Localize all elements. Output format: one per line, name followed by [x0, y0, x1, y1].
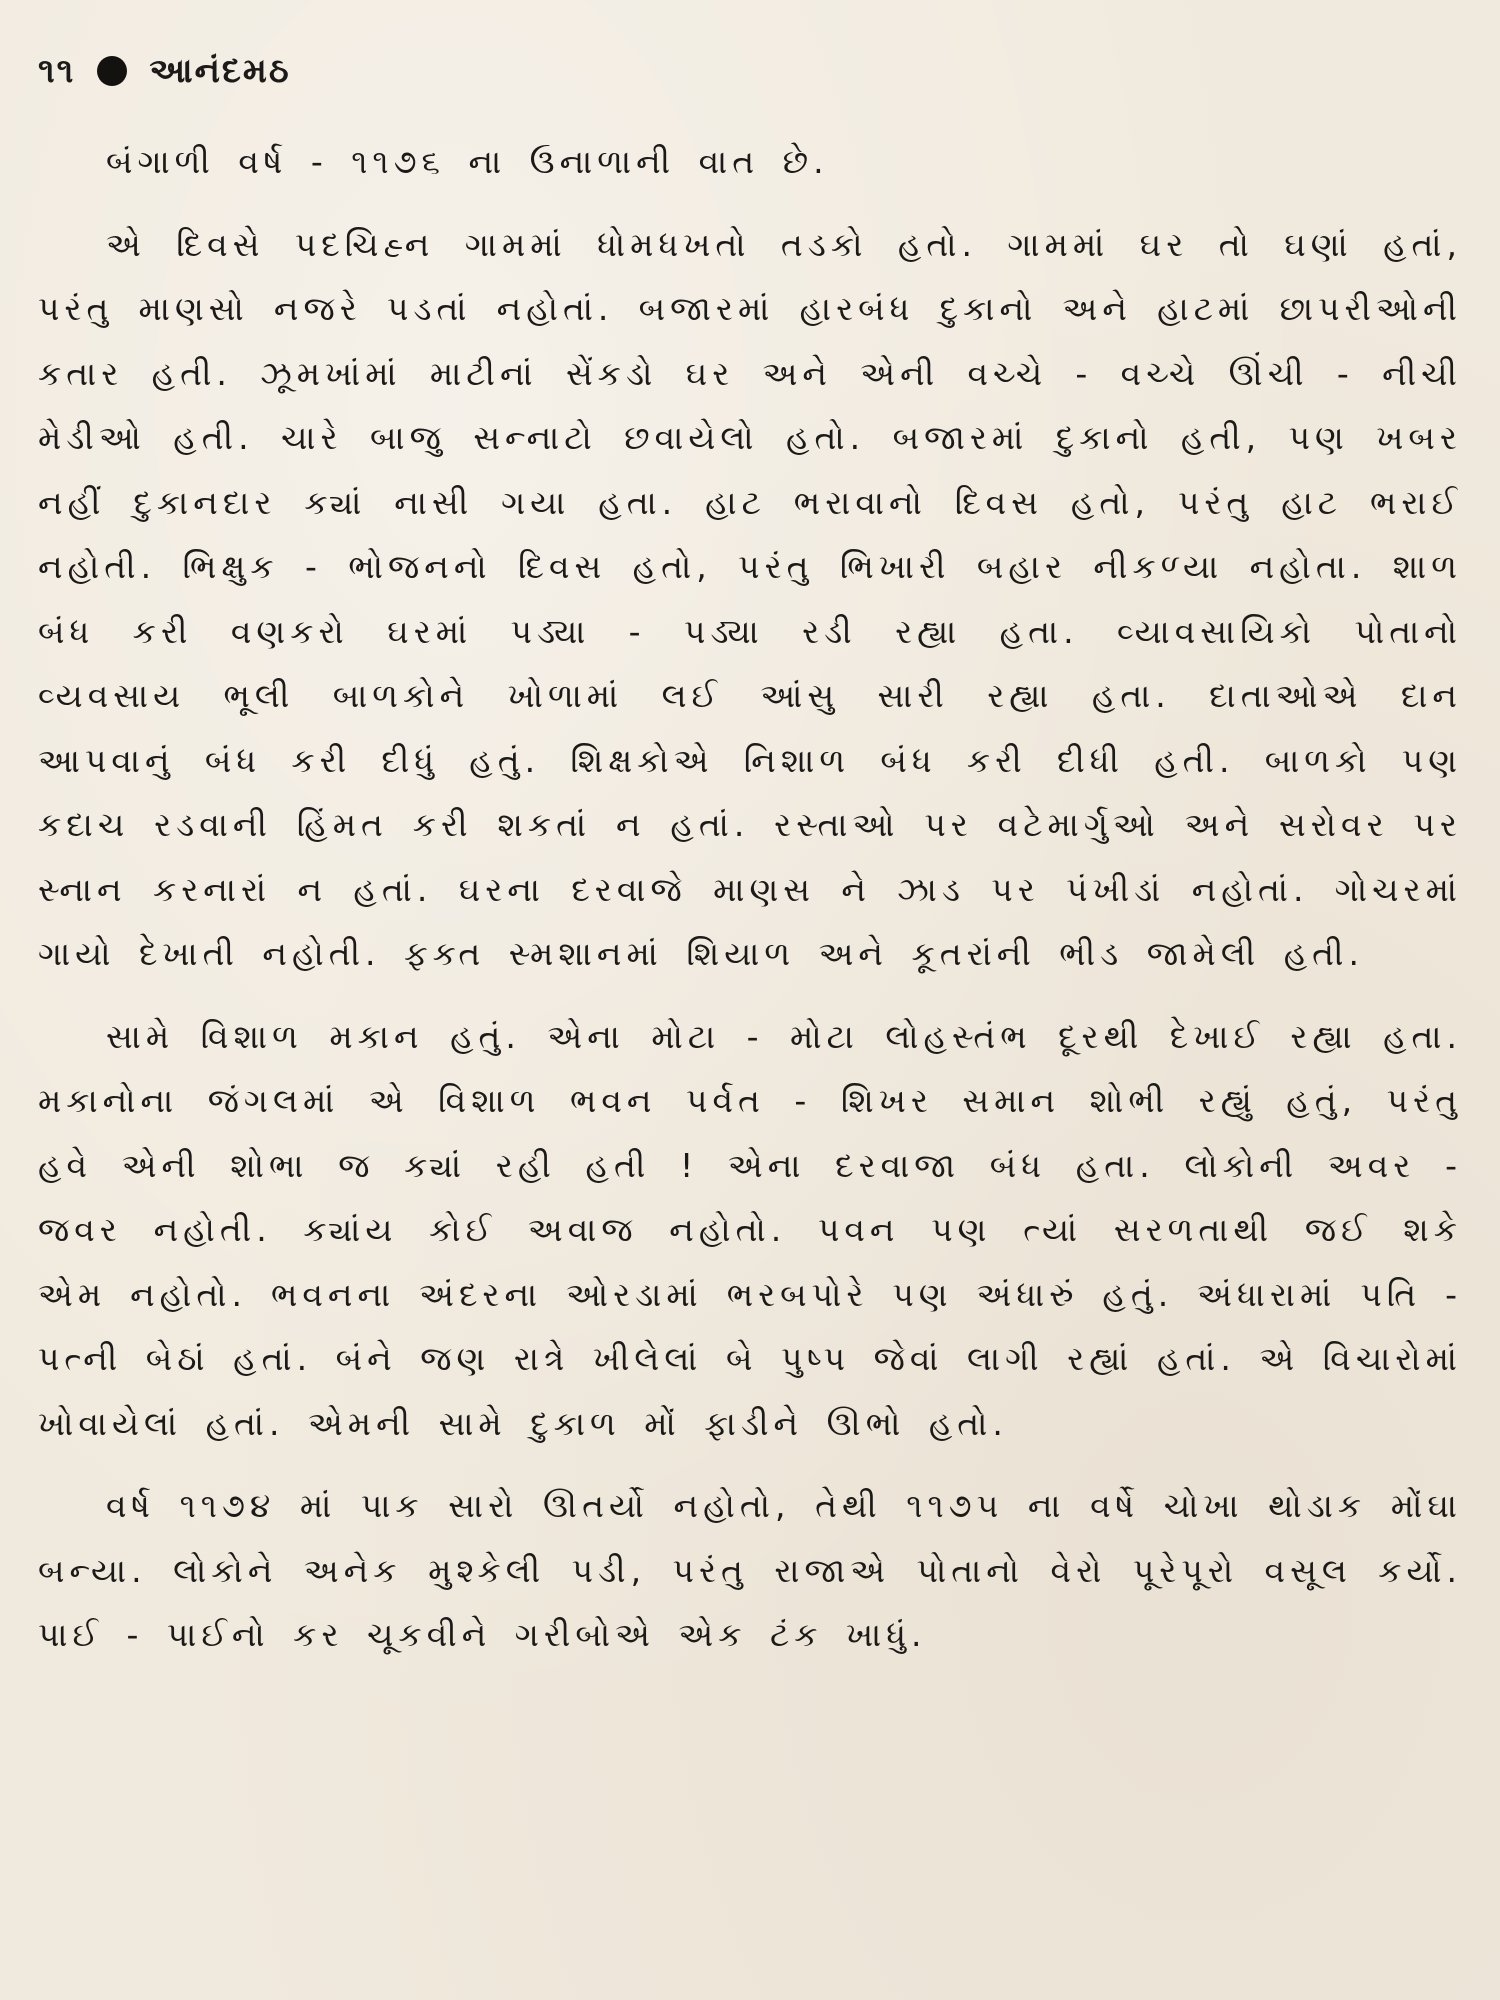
body-text: [38, 130, 1462, 1668]
paragraph: એ દિવસે પદચિહ્ન ગામમાં ધોમધખતો તડકો હતો. ગામમાં ઘર તો ઘણાં હતાં, પરંતુ માણસો નજરે પડતાં નહોતાં. બજારમાં હારબંધ દુકાનો અને હાટમાં છાપરીઓની કતાર હતી. ઝૂમખાંમાં માટીનાં સેંકડો ઘર અને એની વચ્ચે - વચ્ચે ઊંચી - નીચી મેડીઓ હતી. ચારે બાજુ સન્નાટો છવાયેલો હતો. બજારમાં દુકાનો હતી, પણ ખબર નહીં દુકાનદાર ક્યાં નાસી ગયા હતા. હાટ ભરાવાનો દિવસ હતો, પરંતુ હાટ ભરાઈ નહોતી. ભિક્ષુક - ભોજનનો દિવસ હતો, પરંતુ ભિખારી બહાર નીકળ્યા નહોતા. શાળ બંધ કરી વણકરો ઘરમાં પડ્યા - પડ્યા રડી રહ્યા હતા. વ્યાવસાયિકો પોતાનો વ્યવસાય ભૂલી બાળકોને ખોળામાં લઈ આંસુ સારી રહ્યા હતા. દાતાઓએ દાન આપવાનું બંધ કરી દીધું હતું. શિક્ષકોએ નિશાળ બંધ કરી દીધી હતી. બાળકો પણ કદાચ રડવાની હિંમત કરી શકતાં ન હતાં. રસ્તાઓ પર વટેમાર્ગુઓ અને સરોવર પર સ્નાન કરનારાં ન હતાં. ઘરના દરવાજે માણસ ને ઝાડ પર પંખીડાં નહોતાં. ગોચરમાં ગાયો દેખાતી નહોતી. ફક્ત સ્મશાનમાં શિયાળ અને કૂતરાંની ભીડ જામેલી હતી.: [38, 224, 1462, 973]
paragraph: વર્ષ ૧૧૭૪ માં પાક સારો ઊતર્યો નહોતો, તેથી ૧૧૭૫ ના વર્ષે ચોખા થોડાક મોંઘા બન્યા. લોકોને અનેક મુશ્કેલી પડી, પરંતુ રાજાએ પોતાનો વેરો પૂરેપૂરો વસૂલ કર્યો. પાઈ - પાઈનો કર ચૂકવીને ગરીબોએ એક ટંક ખાધું.: [38, 1486, 1462, 1654]
chapter-title: આનંદમઠ: [149, 51, 291, 91]
page-number: ૧૧: [38, 51, 76, 91]
bullet-icon: [97, 56, 127, 86]
paragraph: બંગાળી વર્ષ - ૧૧૭૬ ના ઉનાળાની વાત છે.: [106, 142, 829, 181]
page-header: [38, 48, 1462, 94]
paragraph: સામે વિશાળ મકાન હતું. એના મોટા - મોટા લોહસ્તંભ દૂરથી દેખાઈ રહ્યા હતા. મકાનોના જંગલમાં એ વિશાળ ભવન પર્વત - શિખર સમાન શોભી રહ્યું હતું, પરંતુ હવે એની શોભા જ ક્યાં રહી હતી ! એના દરવાજા બંધ હતા. લોકોની અવર - જવર નહોતી. ક્યાંય કોઈ અવાજ નહોતો. પવન પણ ત્યાં સરળતાથી જઈ શકે એમ નહોતો. ભવનના અંદરના ઓરડામાં ભરબપોરે પણ અંધારું હતું. અંધારામાં પતિ - પત્ની બેઠાં હતાં. બંને જણ રાત્રે ખીલેલાં બે પુષ્પ જેવાં લાગી રહ્યાં હતાં. એ વિચારોમાં ખોવાયેલાં હતાં. એમની સામે દુકાળ મોં ફાડીને ઊભો હતો.: [38, 1016, 1462, 1443]
